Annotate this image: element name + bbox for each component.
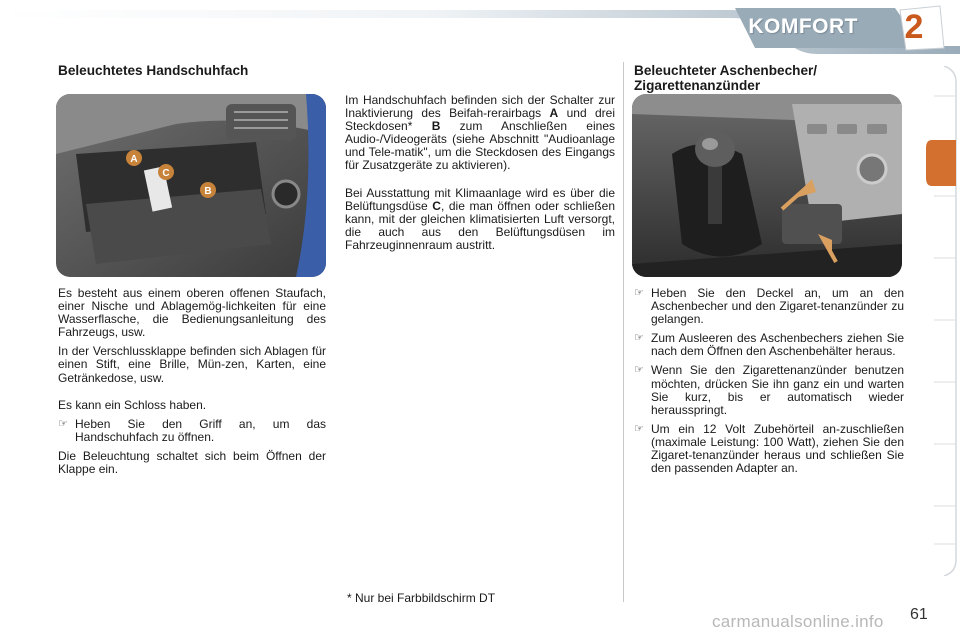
hand-pointer-icon: ☞ (634, 364, 644, 377)
glovebox-para-1: Es besteht aus einem oberen offenen Staufach, einer Nische und Ablagemög-lichkeiten für eine Wasserflasche, die Bedienungsanleitung des Fahrzeugs, usw. (58, 286, 326, 340)
svg-text:B: B (204, 186, 212, 197)
hand-pointer-icon: ☞ (634, 332, 644, 345)
ashtray-text (634, 287, 904, 481)
photo-label-c (158, 164, 174, 180)
page-number: 61 (910, 606, 928, 623)
column-divider (623, 62, 624, 602)
photo-label-a (126, 150, 142, 166)
middle-para-1: Im Handschuhfach befinden sich der Schalter zur Inaktivierung des Beifah-rerairbags A und drei Steckdosen* B zum Anschließen eines Audio-/Videogeräts (siehe Abschnitt "Audioanlage und Tele-matik", um die Steckdosen des Eingangs für Zusatzgeräte zu aktivieren). (345, 93, 615, 173)
hand-pointer-icon: ☞ (634, 287, 644, 299)
glovebox-bullet: ☞ Heben Sie den Griff an, um das Handschuhfach zu öffnen. (58, 416, 326, 444)
ashtray-photo (632, 94, 902, 277)
glovebox-photo (56, 94, 326, 277)
ashtray-heading: Beleuchteter Aschenbecher/ Zigarettenanzünder (634, 63, 818, 93)
ashtray-bullet-2: ☞ Zum Ausleeren des Aschenbechers ziehen Sie nach dem Öffnen den Aschenbehälter heraus. (634, 331, 904, 359)
glovebox-text (58, 287, 326, 482)
glovebox-para-3: Es kann ein Schloss haben. (58, 397, 207, 412)
hand-pointer-icon: ☞ (58, 417, 68, 430)
middle-text (345, 94, 615, 258)
ashtray-bullet-4: ☞ Um ein 12 Volt Zubehörteil an-zuschließen (maximale Leistung: 100 Watt), ziehen Sie den Zigaret-tenanzünder heraus und schließen Sie den passenden Adapter an. (634, 421, 904, 476)
ashtray-bullet-1: ☞ Heben Sie den Deckel an, um an den Aschenbecher und den Zigaret-tenanzünder zu gelangen. (634, 286, 904, 327)
svg-text:C: C (162, 168, 170, 179)
footnote: * Nur bei Farbbildschirm DT (347, 591, 496, 605)
hand-pointer-icon: ☞ (634, 422, 644, 435)
photo-label-b (200, 182, 216, 198)
ashtray-bullet-3: ☞ Wenn Sie den Zigarettenanzünder benutzen möchten, drücken Sie ihn ganz ein und warten Sie kurz, bis er automatisch wieder herausspringt. (634, 363, 904, 417)
chapter-number: 2 (904, 8, 924, 46)
chapter-tabs (926, 66, 960, 576)
active-chapter-tab (926, 140, 956, 186)
chapter-title: KOMFORT (748, 15, 858, 38)
glovebox-para-2: In der Verschlussklappe befinden sich Ablagen für einen Stift, eine Brille, Mün-zen, Karten, eine Getränkedose, usw. (58, 344, 326, 385)
svg-text:A: A (130, 154, 138, 165)
watermark: carmanualsonline.info (712, 612, 884, 631)
glovebox-closing: Die Beleuchtung schaltet sich beim Öffnen der Klappe ein. (58, 448, 326, 477)
middle-para-2: Bei Ausstattung mit Klimaanlage wird es über die Belüftungsdüse C, die man öffnen oder schließen kann, mit der gleichen klimatisierten Luft versorgt, die auch aus den Belüftungsdüsen im Fahrzeuginnenraum austritt. (345, 185, 615, 252)
glovebox-heading: Beleuchtetes Handschuhfach (58, 63, 249, 78)
